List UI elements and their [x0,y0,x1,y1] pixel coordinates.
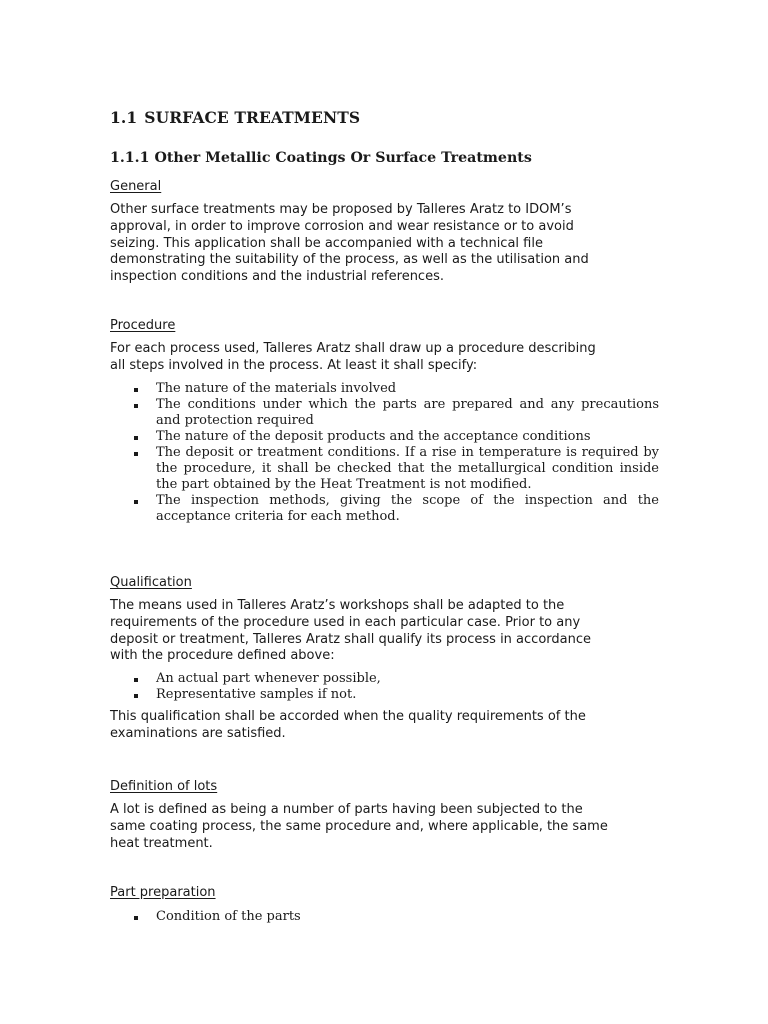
bullet-marker [134,694,138,698]
list-item: An actual part whenever possible, [110,671,659,687]
section-title: SURFACE TREATMENTS [144,108,361,127]
list-item: The nature of the materials involved [110,381,659,397]
bullet-marker [134,500,138,504]
preparation-heading: Part preparation [110,885,216,900]
general-heading: General [110,179,162,194]
bullet-marker [134,388,138,392]
section-number: 1.1 [110,108,138,127]
list-item: Representative samples if not. [110,687,659,703]
section-heading [110,108,360,127]
preparation-section [110,881,659,931]
bullet-marker [134,678,138,682]
qualification-section [110,571,659,743]
list-item: The conditions under which the parts are prepared and any precautions and protection required [110,397,659,429]
lots-paragraph: A lot is defined as being a number of parts having been subjected to the same coating process, the same procedure and, where applicable, the same heat treatment. [110,802,608,851]
general-section [110,175,659,286]
bullet-marker [134,916,138,920]
lots-section [110,775,659,852]
bullet-marker [134,452,138,456]
bullet-marker [134,404,138,408]
list-item: The deposit or treatment conditions. If a rise in temperature is required by the procedure, it shall be checked that the metallurgical condition inside the part obtained by the Heat Treatment is not modified. [110,445,659,493]
list-item: The nature of the deposit products and the acceptance conditions [110,429,659,445]
procedure-paragraph: For each process used, Talleres Aratz shall draw up a procedure describing all steps involved in the process. At least it shall specify: [110,341,596,373]
lots-heading: Definition of lots [110,779,218,794]
qualification-list [110,671,659,703]
subsection-title: Other Metallic Coatings Or Surface Treatments [154,150,532,166]
qualification-heading: Qualification [110,575,192,590]
procedure-heading: Procedure [110,318,176,333]
procedure-section [110,314,659,531]
list-item: Condition of the parts [110,909,659,925]
subsection-number: 1.1.1 [110,150,150,166]
procedure-list [110,381,659,525]
subsection-heading [110,150,532,166]
preparation-list [110,909,659,925]
qualification-closing: This qualification shall be accorded when the quality requirements of the examinations are satisfied. [110,709,586,741]
qualification-paragraph: The means used in Talleres Aratz’s workshops shall be adapted to the requirements of the procedure used in each particular case. Prior to any deposit or treatment, Talleres Aratz shall qualify its process in accordance with the procedure defined above: [110,598,591,664]
list-item: The inspection methods, giving the scope of the inspection and the acceptance criteria for each method. [110,493,659,525]
bullet-marker [134,436,138,440]
general-paragraph: Other surface treatments may be proposed by Talleres Aratz to IDOM’s approval, in order to improve corrosion and wear resistance or to avoid seizing. This application shall be accompanied with a technical file demonstrating the suitability of the process, as well as the utilisation and inspection conditions and the industrial references. [110,202,589,285]
